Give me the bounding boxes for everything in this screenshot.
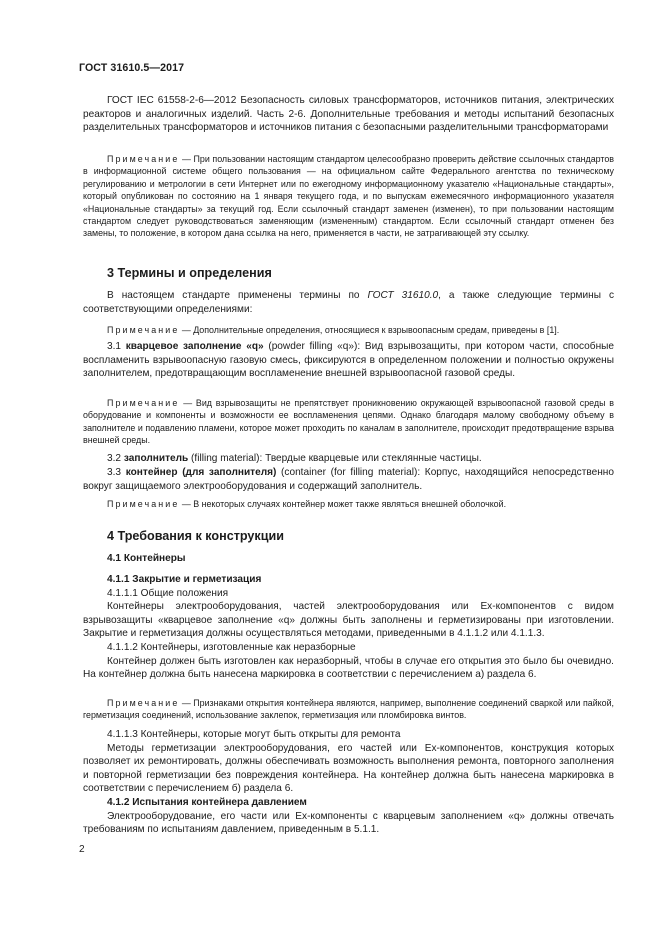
note-definitions xyxy=(83,324,614,336)
term-definition: (filling material): Твердые кварцевые или стеклянные частицы. xyxy=(188,453,482,464)
clause-heading: 4.1.1.1 Общие положения xyxy=(107,587,229,599)
note-3-1 xyxy=(83,397,614,447)
term-3-1 xyxy=(83,340,614,381)
section-4-1-1 xyxy=(83,573,614,682)
section-3-title xyxy=(83,265,614,281)
section-heading: 4 Требования к конструкции xyxy=(107,529,284,543)
section-3-intro xyxy=(83,289,614,316)
section-4-1 xyxy=(83,552,614,566)
intro-reference: ГОСТ 31610.0 xyxy=(367,290,439,301)
section-heading: 3 Термины и определения xyxy=(107,266,272,280)
term-3-2 xyxy=(83,452,614,466)
clause-text: Контейнеры электрооборудования, частей электрооборудования или Ex-компонентов с видом взрывозащиты «кварцевое заполнение «q» должны быть заполнены и герметизированы при изготовлении. Закрытие и герметизация должны осуществляться методами, приведенными в 4.1.1.2 или 4.1.1.3. xyxy=(83,601,614,640)
subsection-heading: 4.1 Контейнеры xyxy=(107,553,186,564)
note-text: Признаками открытия контейнера являются, например, выполнение соединений сваркой или пайкой, герметизация соединений, использование заклепок, герметизация или пломбировка винтов. xyxy=(83,698,614,721)
note-text: Вид взрывозащиты не препятствует проникновению окружающей взрывоопасной газовой среды в оборудование и компоненты и возможности ее воспламенения цепями. Однако благодаря малому свободному объему в заполнителе и подавлению пламени, которое может проходить по каналам в заполнителе, происходит предотвращение взрыва внешней среды. xyxy=(83,398,614,446)
section-4-1-1-3 xyxy=(83,728,614,837)
note-label: Примечание xyxy=(107,698,180,708)
note-dash: — xyxy=(179,325,194,335)
clause-text: Методы герметизации электрооборудования, его частей или Ex-компонентов, конструкция которых позволяет их ремонтировать, должны обеспечивать возможность выполнения ремонта, повторного заполнения и повторной герметизации без повреждения контейнера. На контейнер должна быть нанесена маркировка в соответствии с перечислением б) раздела 6. xyxy=(83,742,614,795)
clause-text: Контейнер должен быть изготовлен как неразборный, чтобы в случае его открытия это было бы очевидно. На контейнер должна быть нанесена маркировка в соответствии с перечислением а) раздела 6. xyxy=(83,655,614,681)
note-dash: — xyxy=(179,499,194,509)
note-dash: — xyxy=(179,698,194,708)
intro-text: В настоящем стандарте применены термины по xyxy=(107,290,368,301)
clause-heading: 4.1.1.3 Контейнеры, которые могут быть открыты для ремонта xyxy=(107,729,401,740)
note-text: При пользовании настоящим стандартом целесообразно проверить действие ссылочных стандартов в информационной системе общего пользования — на официальном сайте Федерального агентства по техническому регулированию и метрологии в сети Интернет или по ежегодному информационному указателю «Национальные стандарты», который опубликован по состоянию на 1 января текущего года, и по выпускам ежемесячного информационного указателя «Национальные стандарты» за текущий год. Если ссылочный стандарт заменен (изменен), то при пользовании настоящим стандартом следует руководствоваться заменяющим (измененным) стандартом. Если ссылочный стандарт отменен без замены, то положение, в котором дана ссылка на него, применяется в части, не затрагивающей эту ссылку. xyxy=(83,154,614,239)
normative-reference xyxy=(83,94,614,135)
document-header: ГОСТ 31610.5—2017 xyxy=(79,62,185,74)
subsection-heading: 4.1.1 Закрытие и герметизация xyxy=(107,574,262,585)
intro-text-end: , а также следующие термины с соответствующими определениями: xyxy=(83,290,614,315)
term-number: 3.3 xyxy=(107,467,126,478)
note-references xyxy=(83,153,614,240)
note-dash: — xyxy=(179,154,194,164)
note-dash: — xyxy=(179,398,196,408)
subsection-heading: 4.1.2 Испытания контейнера давлением xyxy=(107,796,307,808)
note-label: Примечание xyxy=(107,325,180,335)
section-4-title xyxy=(83,528,614,544)
term-definition: (powder filling «q»): Вид взрывозащиты, при котором части, способные воспламенить взрывоопасную газовую смесь, фиксируются в определенном положении и полностью окружены заполнителем, предотвращающим воспламенение внешней взрывоопасной газовой среды. xyxy=(83,341,615,380)
note-3-3 xyxy=(83,498,614,510)
reference-paragraph: ГОСТ IEC 61558-2-6—2012 Безопасность силовых трансформаторов, источников питания, электрических реакторов и аналогичных изделий. Часть 2-6. Дополнительные требования и методы испытаний безопасных разделительных трансформаторов и источников питания с безопасными разделительными трансформаторами xyxy=(83,95,614,134)
note-label: Примечание xyxy=(107,499,180,509)
term-number: 3.2 xyxy=(107,453,124,464)
note-text: Дополнительные определения, относящиеся к взрывоопасным средам, приведены в [1]. xyxy=(193,325,560,335)
note-label: Примечание xyxy=(107,398,180,408)
term-name: кварцевое заполнение «q» xyxy=(125,341,264,352)
note-label: Примечание xyxy=(107,154,180,164)
clause-text: Электрооборудование, его части или Ex-компоненты с кварцевым заполнением «q» должны отвечать требованиям по испытаниям давлением, приведенным в 5.1.1. xyxy=(83,810,614,836)
note-text: В некоторых случаях контейнер может также являться внешней оболочкой. xyxy=(193,499,507,509)
term-number: 3.1 xyxy=(107,341,126,352)
term-name: контейнер (для заполнителя) xyxy=(125,467,277,478)
term-definition: (container (for filling material): Корпус, находящийся непосредственно вокруг защищаемого электрооборудования и содержащий заполнитель. xyxy=(83,467,614,492)
term-3-3 xyxy=(83,466,614,493)
term-name: заполнитель xyxy=(123,453,189,464)
page-number: 2 xyxy=(79,844,85,855)
note-4-1-1-2 xyxy=(83,697,614,722)
clause-heading: 4.1.1.2 Контейнеры, изготовленные как неразборные xyxy=(107,641,356,653)
